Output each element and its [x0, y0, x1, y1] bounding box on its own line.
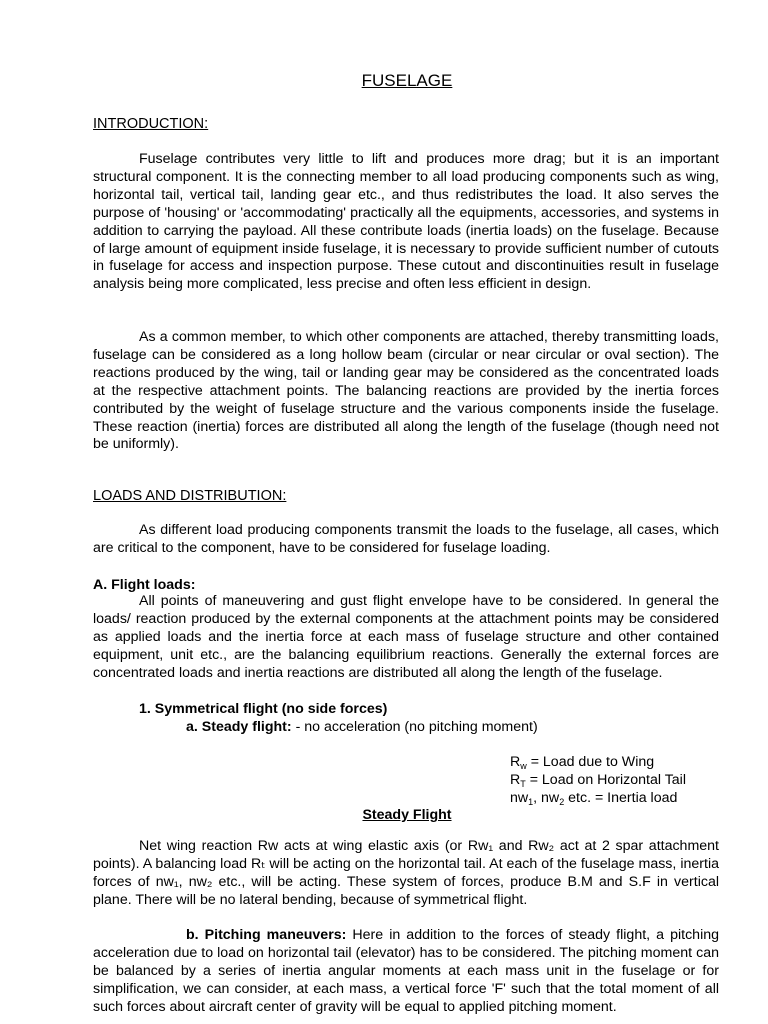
intro-paragraph-2: As a common member, to which other components are attached, thereby transmitting loads, fuselage can be considered as a long hollow beam (circular or near circular or oval section). The reactions produced by the wing, tail or landing gear may be considered as the concentrated loads at the respective attachment points. The balancing reactions are provided by the inertia forces contributed by the weight of fuselage structure and the various components inside the fuselage. These reaction (inertia) forces are distributed all along the length of the fuselage (though need not be uniformly). [93, 329, 719, 453]
introduction-heading: INTRODUCTION: [93, 116, 209, 132]
steady-flight-text: - no acceleration (no pitching moment) [291, 719, 538, 735]
loads-heading: LOADS AND DISTRIBUTION: [93, 488, 287, 504]
steady-flight-line [186, 718, 538, 736]
flight-loads-paragraph [93, 593, 719, 683]
legend-inertia: $nw_1$, $nw_2$ etc. = Inertia load [510, 790, 678, 807]
intro-paragraph-1: Fuselage contributes very little to lift and produces more drag; but it is an important structural component. It is the connecting member to all load producing components such as wing, horizontal tail, vertical tail, landing gear etc., and thus redistributes the load. It also serves the purpose of 'housing' or 'accommodating' practically all the equipments, accessories, and systems in addition to carrying the payload. All these contribute loads (inertia loads) on the fuselage. Because of large amount of equipment inside fuselage, it is necessary to provide sufficient number of cutouts in fuselage for access and inspection purpose. These cutout and discontinuities result in fuselage analysis being more complicated, less precise and often less efficient in design. [93, 151, 719, 293]
legend-wing-text: = Load due to Wing [526, 754, 655, 770]
figure-caption: Steady Flight [362, 807, 452, 823]
steady-flight-label: a. Steady flight: [186, 719, 292, 735]
legend-tail-text: = Load on Horizontal Tail [525, 772, 686, 788]
pitching-label: b. Pitching maneuvers: [186, 927, 347, 943]
loads-paragraph: As different load producing components transmit the loads to the fuselage, all cases, which are critical to the component, have to be considered for fuselage loading. [93, 522, 719, 556]
symmetrical-flight-heading: 1. Symmetrical flight (no side forces) [139, 701, 388, 717]
flight-loads-text: All points of maneuvering and gust flight envelope have to be considered. In general the loads/ reaction produced by the external components at the attachment points may be considered as applied loads and the inertia force at each mass of fuselage structure and other contained equipment, unit etc., are the balancing equilibrium reactions. Generally the external forces are concentrated loads and inertia reactions are distributed all along the length of the fuselage. [93, 593, 719, 681]
legend-tail: $R_T$ = Load on Horizontal Tail [510, 772, 686, 789]
page-title: FUSELAGE [361, 71, 453, 90]
flight-loads-heading: A. Flight loads: [93, 577, 196, 593]
pitching-paragraph [93, 927, 719, 1017]
legend-wing: $R_w$ = Load due to Wing [510, 754, 655, 771]
legend-inertia-text: etc. = Inertia load [564, 790, 678, 806]
net-wing-paragraph: Net wing reaction Rᴡ acts at wing elastic axis (or Rᴡ₁ and Rᴡ₂ act at 2 spar attachment points). A balancing load Rₜ will be acting on the horizontal tail. At each of the fuselage mass, inertia forces of nw₁, nw₂ etc., will be acting. These system of forces, produce B.M and S.F in vertical plane. There will be no lateral bending, because of symmetrical flight. [93, 838, 719, 908]
pitching-text: Here in addition to the forces of steady flight, a pitching acceleration due to load on horizontal tail (elevator) has to be considered. The pitching moment can be balanced by a series of inertia angular moments at each mass unit in the fuselage or for simplification, we can consider, at each mass, a vertical force 'F' such that the total moment of all such forces about aircraft center of gravity will be equal to applied pitching moment. [93, 927, 720, 1015]
